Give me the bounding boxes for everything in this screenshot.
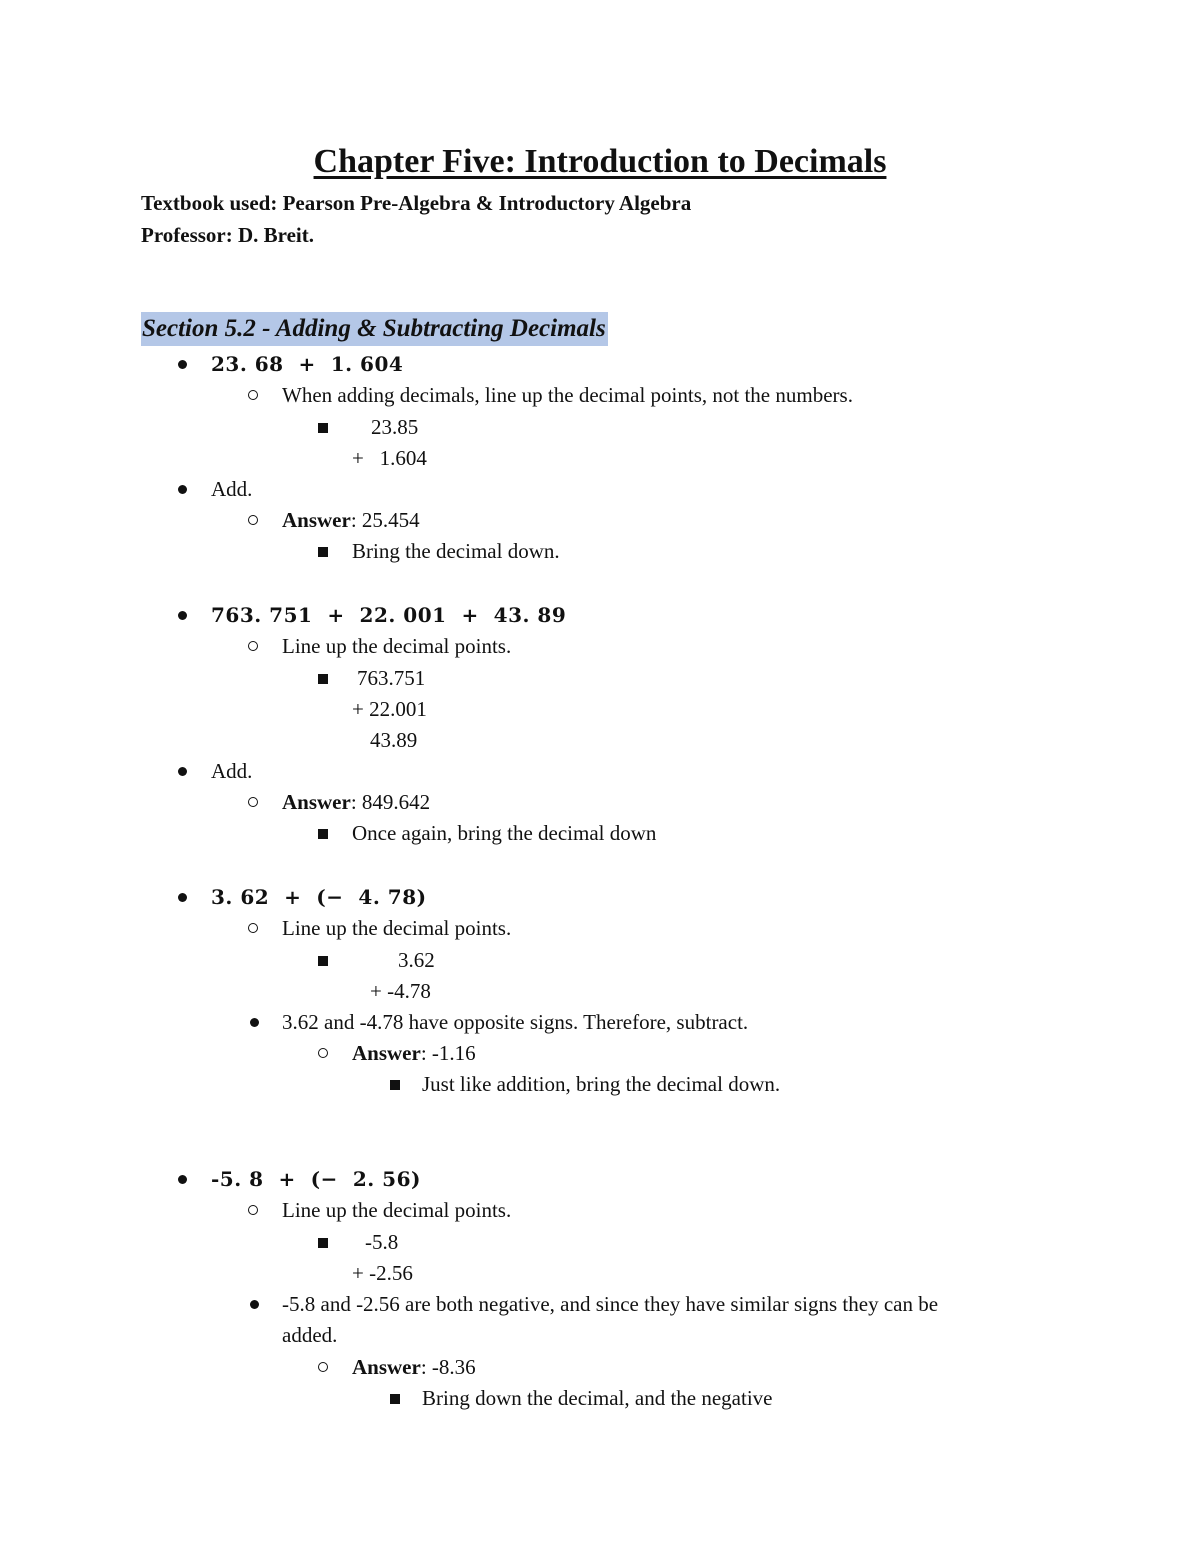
textbook-line: Textbook used: Pearson Pre-Algebra & Introductory Algebra [141, 191, 692, 215]
answer-label: Answer [352, 1041, 421, 1065]
work-line: -5.8 [365, 1230, 399, 1254]
step-text: Add. [211, 477, 253, 501]
page-title: Chapter Five: Introduction to Decimals [313, 143, 887, 180]
work-line: 3.62 [398, 948, 435, 972]
step-text: Add. [211, 759, 253, 783]
note-text: Just like addition, bring the decimal down. [422, 1072, 781, 1096]
work-line: 43.89 [370, 728, 418, 752]
answer-line [282, 788, 430, 816]
answer-label: Answer [352, 1355, 421, 1379]
step-text: Line up the decimal points. [282, 916, 512, 940]
answer-value: : -8.36 [420, 1355, 476, 1379]
step-text: Line up the decimal points. [282, 1198, 512, 1222]
work-line: + -2.56 [352, 1261, 413, 1285]
note-text: Bring the decimal down. [352, 539, 560, 563]
answer-line [282, 506, 420, 534]
work-line: 763.751 [357, 666, 426, 690]
section-heading: Section 5.2 - Adding & Subtracting Decimals [141, 312, 608, 346]
note-text: Once again, bring the decimal down [352, 821, 657, 845]
problem-expression: 23. 68 + 1. 604 [211, 352, 404, 376]
answer-value: : 25.454 [350, 508, 420, 532]
answer-line [352, 1353, 476, 1381]
answer-value: : -1.16 [420, 1041, 476, 1065]
step-text-continued: added. [282, 1323, 338, 1347]
work-line: + 22.001 [352, 697, 427, 721]
step-text: Line up the decimal points. [282, 634, 512, 658]
note-text: Bring down the decimal, and the negative [422, 1386, 773, 1410]
step-text: 3.62 and -4.78 have opposite signs. Therefore, subtract. [282, 1010, 749, 1034]
work-line: + 1.604 [352, 446, 427, 470]
answer-value: : 849.642 [350, 790, 431, 814]
answer-label: Answer [282, 508, 351, 532]
step-text: -5.8 and -2.56 are both negative, and since they have similar signs they can be [282, 1292, 939, 1316]
problem-expression: 763. 751 + 22. 001 + 43. 89 [211, 603, 567, 627]
answer-line [352, 1039, 476, 1067]
problem-expression: -5. 8 + (− 2. 56) [211, 1167, 421, 1191]
answer-label: Answer [282, 790, 351, 814]
problem-expression: 3. 62 + (− 4. 78) [211, 885, 427, 909]
professor-line: Professor: D. Breit. [141, 223, 315, 247]
work-line: 23.85 [371, 415, 419, 439]
work-line: + -4.78 [370, 979, 431, 1003]
step-text: When adding decimals, line up the decimal points, not the numbers. [282, 383, 853, 407]
